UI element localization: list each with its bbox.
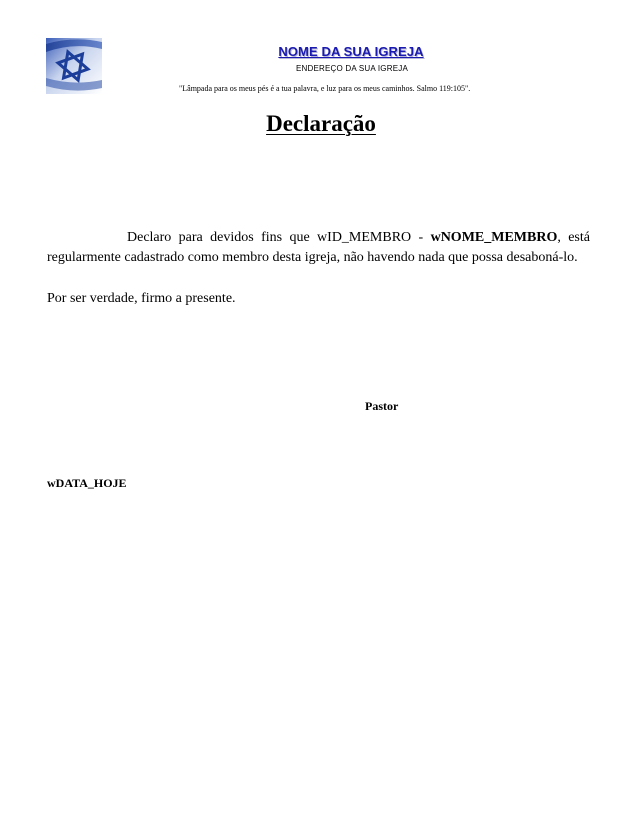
member-name-placeholder: wNOME_MEMBRO <box>430 230 558 245</box>
church-address: ENDEREÇO DA SUA IGREJA <box>296 64 408 73</box>
signature-label: Pastor <box>365 399 399 413</box>
bible-verse: "Lâmpada para os meus pés é a tua palavra, e luz para os meus caminhos. Salmo 119:105". <box>179 84 471 93</box>
declaration-rest: , está regularmente cadastrado como membro desta igreja, não havendo nada que possa desaboná-lo. <box>47 230 590 265</box>
date-placeholder: wDATA_HOJE <box>47 476 127 490</box>
declaration-paragraph <box>47 228 590 268</box>
church-name: NOME DA SUA IGREJA <box>278 44 424 59</box>
declaration-intro: Declaro para devidos fins que wID_MEMBRO - <box>127 230 431 245</box>
document-title: Declaração <box>266 111 376 136</box>
closing-statement: Por ser verdade, firmo a presente. <box>47 291 236 306</box>
